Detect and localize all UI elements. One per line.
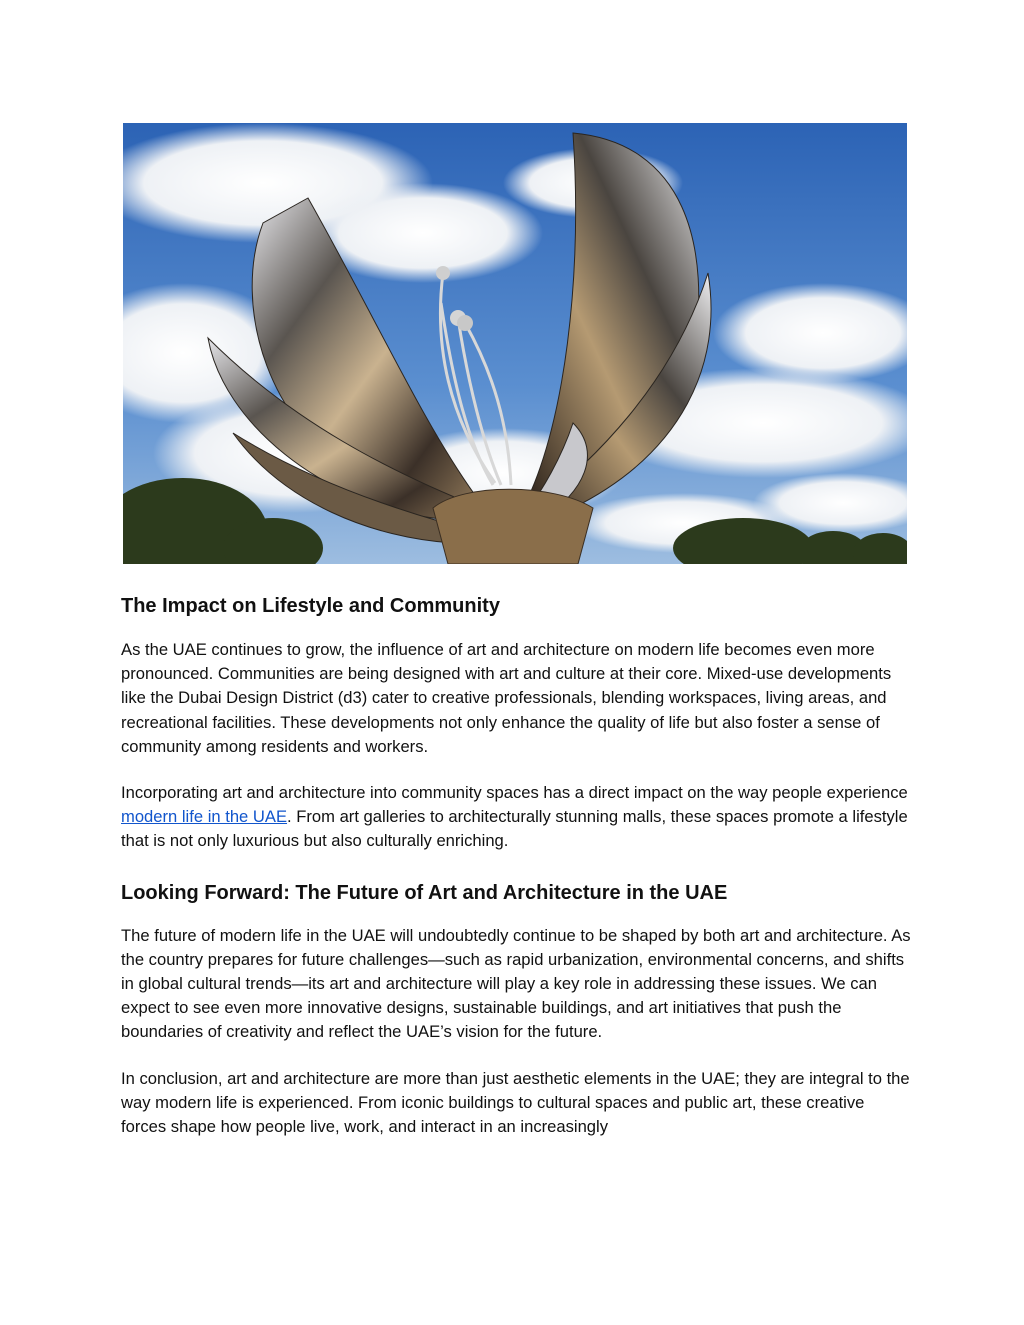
paragraph-future-1: The future of modern life in the UAE will undoubtedly continue to be shaped by both art and architecture. As the country prepares for future challenges—such as rapid urbanization, environmental concerns, and shifts in global cultural trends—its art and architecture will play a key role in addressing these issues. We can expect to see even more innovative designs, sustainable buildings, and art initiatives that push the boundaries of creativity and reflect the UAE’s vision for the future.	[121, 925, 911, 1042]
section-heading-lifestyle: The Impact on Lifestyle and Community	[121, 595, 500, 617]
article-body	[121, 592, 911, 1139]
hero-image	[123, 123, 907, 564]
flower-sculpture-photo	[123, 123, 907, 564]
paragraph-text: Incorporating art and architecture into community spaces has a direct impact on the way people experience	[121, 783, 908, 803]
modern-life-link[interactable]: modern life in the UAE	[121, 807, 288, 827]
section-heading-future: Looking Forward: The Future of Art and Architecture in the UAE	[121, 881, 728, 904]
paragraph-conclusion: In conclusion, art and architecture are more than just aesthetic elements in the UAE; they are integral to the way modern life is experienced. From iconic buildings to cultural spaces and public art, these creative forces shape how people live, work, and interact in an increasingly	[121, 1068, 910, 1137]
paragraph-lifestyle-2	[121, 781, 911, 854]
paragraph-lifestyle-1: As the UAE continues to grow, the influence of art and architecture on modern life becomes even more pronounced. Communities are being designed with art and culture at their core. Mixed-use developments like the Dubai Design District (d3) cater to creative professionals, blending workspaces, living areas, and recreational facilities. These developments not only enhance the quality of life but also foster a sense of community among residents and workers.	[121, 640, 892, 756]
sculpture-center	[433, 489, 593, 564]
paragraph-text: . From art galleries to architecturally stunning malls, these spaces promote a lifestyle that is not only luxurious but also culturally enriching.	[121, 807, 908, 851]
